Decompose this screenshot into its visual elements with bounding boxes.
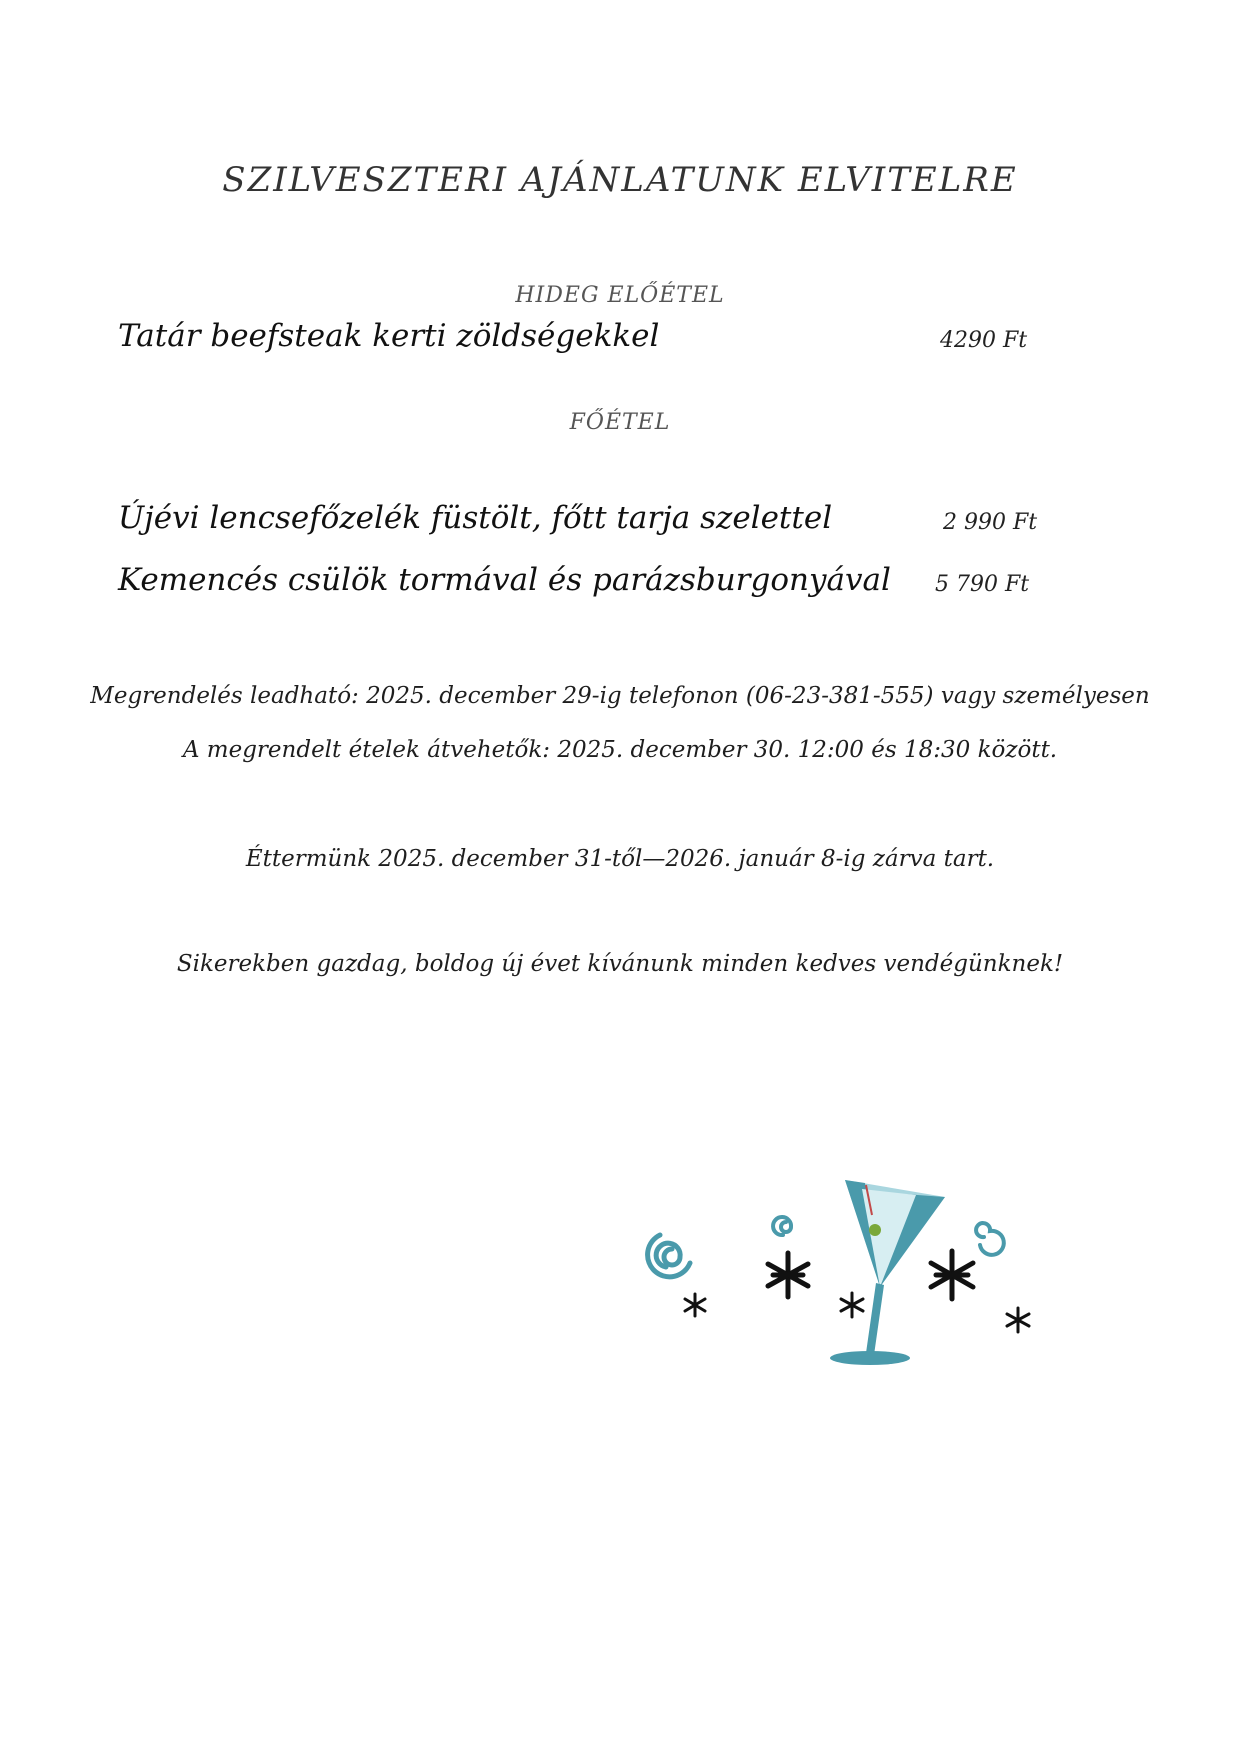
menu-item-name: Kemencés csülök tormával és parázsburgonyával [118,562,891,598]
menu-item-price: 5 790 Ft [935,572,1030,597]
page-title: SZILVESZTERI AJÁNLATUNK ELVITELRE [222,160,1018,200]
glass-base [830,1351,910,1365]
section-heading-main-course: FŐÉTEL [569,410,671,435]
order-deadline-note: Megrendelés leadható: 2025. december 29-ig telefonon (06-23-381-555) vagy személyesen [90,683,1150,709]
menu-item-price: 2 990 Ft [943,510,1038,535]
swirl-left [656,1243,680,1267]
closure-note: Éttermünk 2025. december 31-től—2026. január 8-ig zárva tart. [245,846,995,872]
star-large-1 [768,1253,808,1297]
asterisk-stars [685,1251,1029,1332]
star-large-2 [931,1251,973,1299]
star-small-3 [1007,1308,1029,1332]
star-small-2 [841,1293,863,1317]
section-heading-cold-starter: HIDEG ELŐÉTEL [515,283,725,308]
glass-stem [866,1283,884,1355]
swirl-small [773,1217,791,1235]
pickup-time-note: A megrendelt ételek átvehetők: 2025. december 30. 12:00 és 18:30 között. [182,737,1058,763]
swirl-right [976,1223,1004,1255]
menu-item-name: Tatár beefsteak kerti zöldségekkel [118,318,660,354]
new-year-greeting: Sikerekben gazdag, boldog új évet kívánunk minden kedves vendégünknek! [176,951,1064,977]
martini-glass-icon [640,1175,1060,1435]
star-small-1 [685,1294,705,1316]
olive [869,1224,881,1236]
menu-item-name: Újévi lencsefőzelék füstölt, főtt tarja szelettel [118,500,833,536]
menu-item-price: 4290 Ft [940,328,1028,353]
